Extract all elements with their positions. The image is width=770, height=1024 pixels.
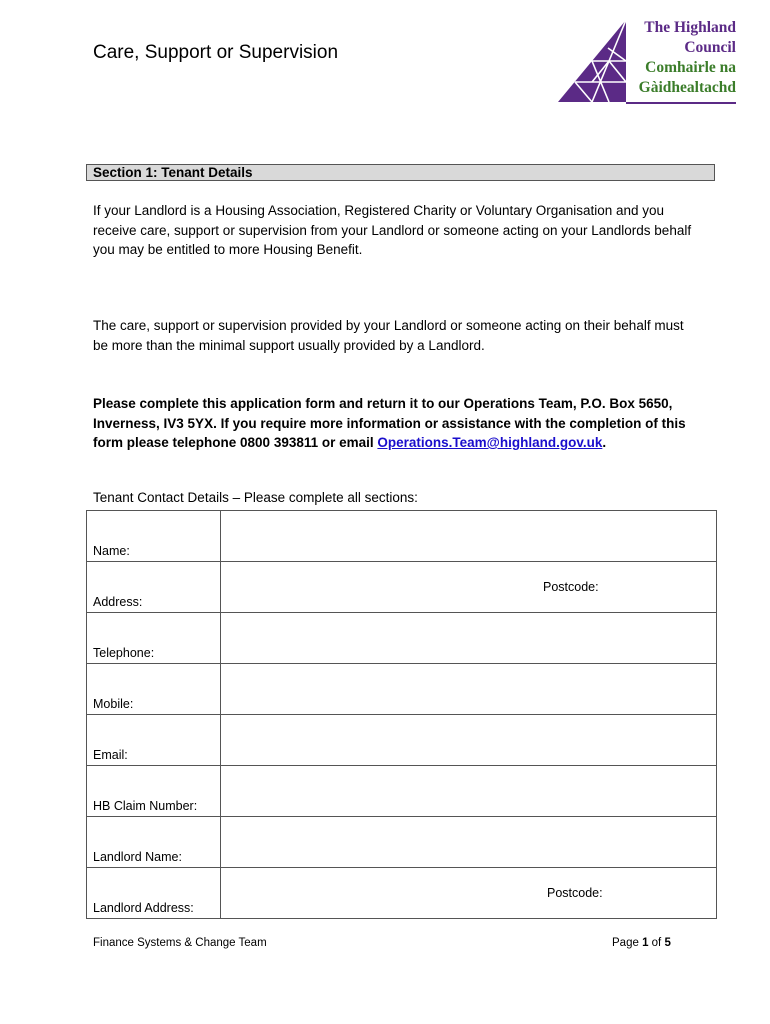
intro-paragraph: If your Landlord is a Housing Association, Registered Charity or Voluntary Organisation and you receive care, support or supervision from your Landlord or someone acting on your Landlords behalf you may be entitled to more Housing Benefit. (93, 203, 692, 257)
address-label: Address: (87, 562, 221, 613)
logo-underline (626, 102, 736, 104)
page-number (612, 937, 671, 949)
page-current: 1 (642, 937, 649, 949)
mobile-field[interactable] (221, 664, 717, 715)
table-row (87, 664, 717, 715)
name-field[interactable] (221, 511, 717, 562)
landlord-name-label: Landlord Name: (87, 817, 221, 868)
logo-line-4: Gàidhealtachd (638, 79, 736, 96)
logo-line-2: Council (684, 39, 736, 56)
table-row (87, 715, 717, 766)
landlord-name-field[interactable] (221, 817, 717, 868)
highland-council-logo (556, 18, 738, 108)
address-postcode-label: Postcode: (543, 580, 599, 594)
triangle-mosaic-icon (556, 18, 628, 104)
footer-team-name: Finance Systems & Change Team (93, 937, 267, 949)
instructions-paragraph (93, 394, 693, 453)
mobile-label: Mobile: (87, 664, 221, 715)
section-title-bar: Section 1: Tenant Details (86, 164, 715, 181)
table-row (87, 511, 717, 562)
logo-line-1: The Highland (644, 19, 736, 36)
logo-line-3: Comhairle na (645, 59, 736, 76)
table-row (87, 817, 717, 868)
table-row (87, 562, 717, 613)
address-field[interactable] (221, 562, 717, 613)
table-row (87, 766, 717, 817)
operations-email-link[interactable]: Operations.Team@highland.gov.uk (377, 435, 603, 450)
page-total: 5 (664, 937, 671, 949)
instructions-text: Please complete this application form and return it to our Operations Team, P.O. Box 5650, Inverness, IV3 5YX. If you require more information or assistance with the completion of this form please telephone 0800 393811 or email (93, 396, 686, 450)
name-label: Name: (87, 511, 221, 562)
email-field[interactable] (221, 715, 717, 766)
instructions-end: . (602, 435, 607, 450)
landlord-address-label: Landlord Address: (87, 868, 221, 919)
landlord-postcode-label: Postcode: (547, 886, 603, 900)
tenant-contact-table (86, 510, 717, 919)
table-row (87, 613, 717, 664)
hb-claim-number-label: HB Claim Number: (87, 766, 221, 817)
hb-claim-number-field[interactable] (221, 766, 717, 817)
telephone-label: Telephone: (87, 613, 221, 664)
table-row (87, 868, 717, 919)
email-label: Email: (87, 715, 221, 766)
eligibility-paragraph: The care, support or supervision provided by your Landlord or someone acting on their behalf must be more than the minimal support usually provided by a Landlord. (93, 318, 684, 353)
page-mid: of (648, 937, 665, 949)
page-prefix: Page (612, 937, 643, 949)
landlord-address-field[interactable] (221, 868, 717, 919)
page-title: Care, Support or Supervision (93, 42, 339, 63)
contact-details-heading: Tenant Contact Details – Please complete all sections: (93, 490, 418, 505)
telephone-field[interactable] (221, 613, 717, 664)
